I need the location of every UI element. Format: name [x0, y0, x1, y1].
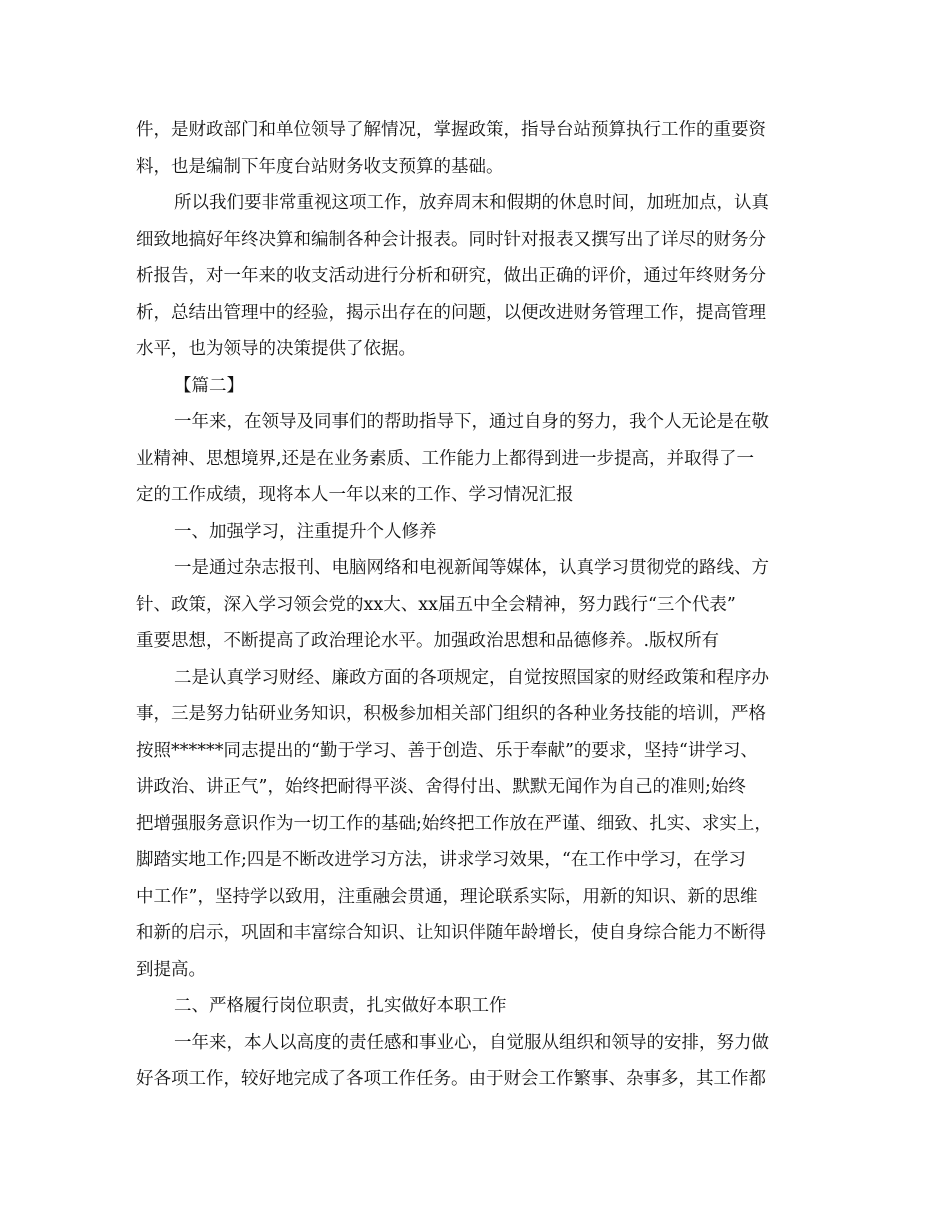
text-line: 重要思想，不断提高了政治理论水平。加强政治思想和品德修养。.版权所有	[136, 631, 720, 651]
text-line: 和新的启示，巩固和丰富综合知识、让知识伴随年龄增长，使自身综合能力不断得	[136, 923, 766, 943]
subheading: 二、严格履行岗位职责，扎实做好本职工作	[174, 996, 507, 1016]
text-line: 定的工作成绩，现将本人一年以来的工作、学习情况汇报	[136, 485, 574, 505]
text-line: 针、政策，深入学习领会党的xx大、xx届五中全会精神，努力践行“三个代表”	[136, 595, 736, 615]
text-line: 一年来，本人以高度的责任感和事业心，自觉服从组织和领导的安排，努力做	[174, 1033, 769, 1053]
text-line: 一年来，在领导及同事们的帮助指导下，通过自身的努力，我个人无论是在敬	[174, 412, 769, 432]
text-line: 好各项工作，较好地完成了各项工作任务。由于财会工作繁事、杂事多，其工作都	[136, 1069, 766, 1089]
text-line: 料，也是编制下年度台站财务收支预算的基础。	[136, 157, 504, 177]
text-line: 讲政治、讲正气”，始终把耐得平淡、舍得付出、默默无闻作为自己的准则;始终	[136, 777, 746, 797]
text-line: 件，是财政部门和单位领导了解情况，掌握政策，指导台站预算执行工作的重要资	[136, 120, 766, 140]
text-line: 把增强服务意识作为一切工作的基础;始终把工作放在严谨、细致、扎实、求实上，	[136, 814, 772, 834]
text-line: 所以我们要非常重视这项工作，放弃周末和假期的休息时间，加班加点，认真	[174, 193, 769, 213]
text-line: 中工作”，坚持学以致用，注重融会贯通，理论联系实际，用新的知识、新的思维	[136, 887, 758, 907]
text-line: 二是认真学习财经、廉政方面的各项规定，自觉按照国家的财经政策和程序办	[174, 668, 769, 688]
text-line: 按照******同志提出的“勤于学习、善于创造、乐于奉献”的要求，坚持“讲学习、	[136, 741, 758, 761]
text-line: 细致地搞好年终决算和编制各种会计报表。同时针对报表又撰写出了详尽的财务分	[136, 230, 766, 250]
section-heading: 【篇二】	[174, 376, 244, 396]
subheading: 一、加强学习，注重提升个人修养	[174, 522, 437, 542]
text-line: 事，三是努力钻研业务知识，积极参加相关部门组织的各种业务技能的培训，严格	[136, 704, 766, 724]
text-line: 脚踏实地工作;四是不断改进学习方法，讲求学习效果，“在工作中学习，在学习	[136, 850, 746, 870]
text-line: 一是通过杂志报刊、电脑网络和电视新闻等媒体，认真学习贯彻党的路线、方	[174, 558, 769, 578]
text-line: 析，总结出管理中的经验，揭示出存在的问题，以便改进财务管理工作，提高管理	[136, 303, 766, 323]
text-line: 到提高。	[136, 960, 206, 980]
text-line: 水平，也为领导的决策提供了依据。	[136, 339, 416, 359]
text-line: 析报告，对一年来的收支活动进行分析和研究，做出正确的评价，通过年终财务分	[136, 266, 766, 286]
text-line: 业精神、思想境界,还是在业务素质、工作能力上都得到进一步提高，并取得了一	[136, 449, 755, 469]
